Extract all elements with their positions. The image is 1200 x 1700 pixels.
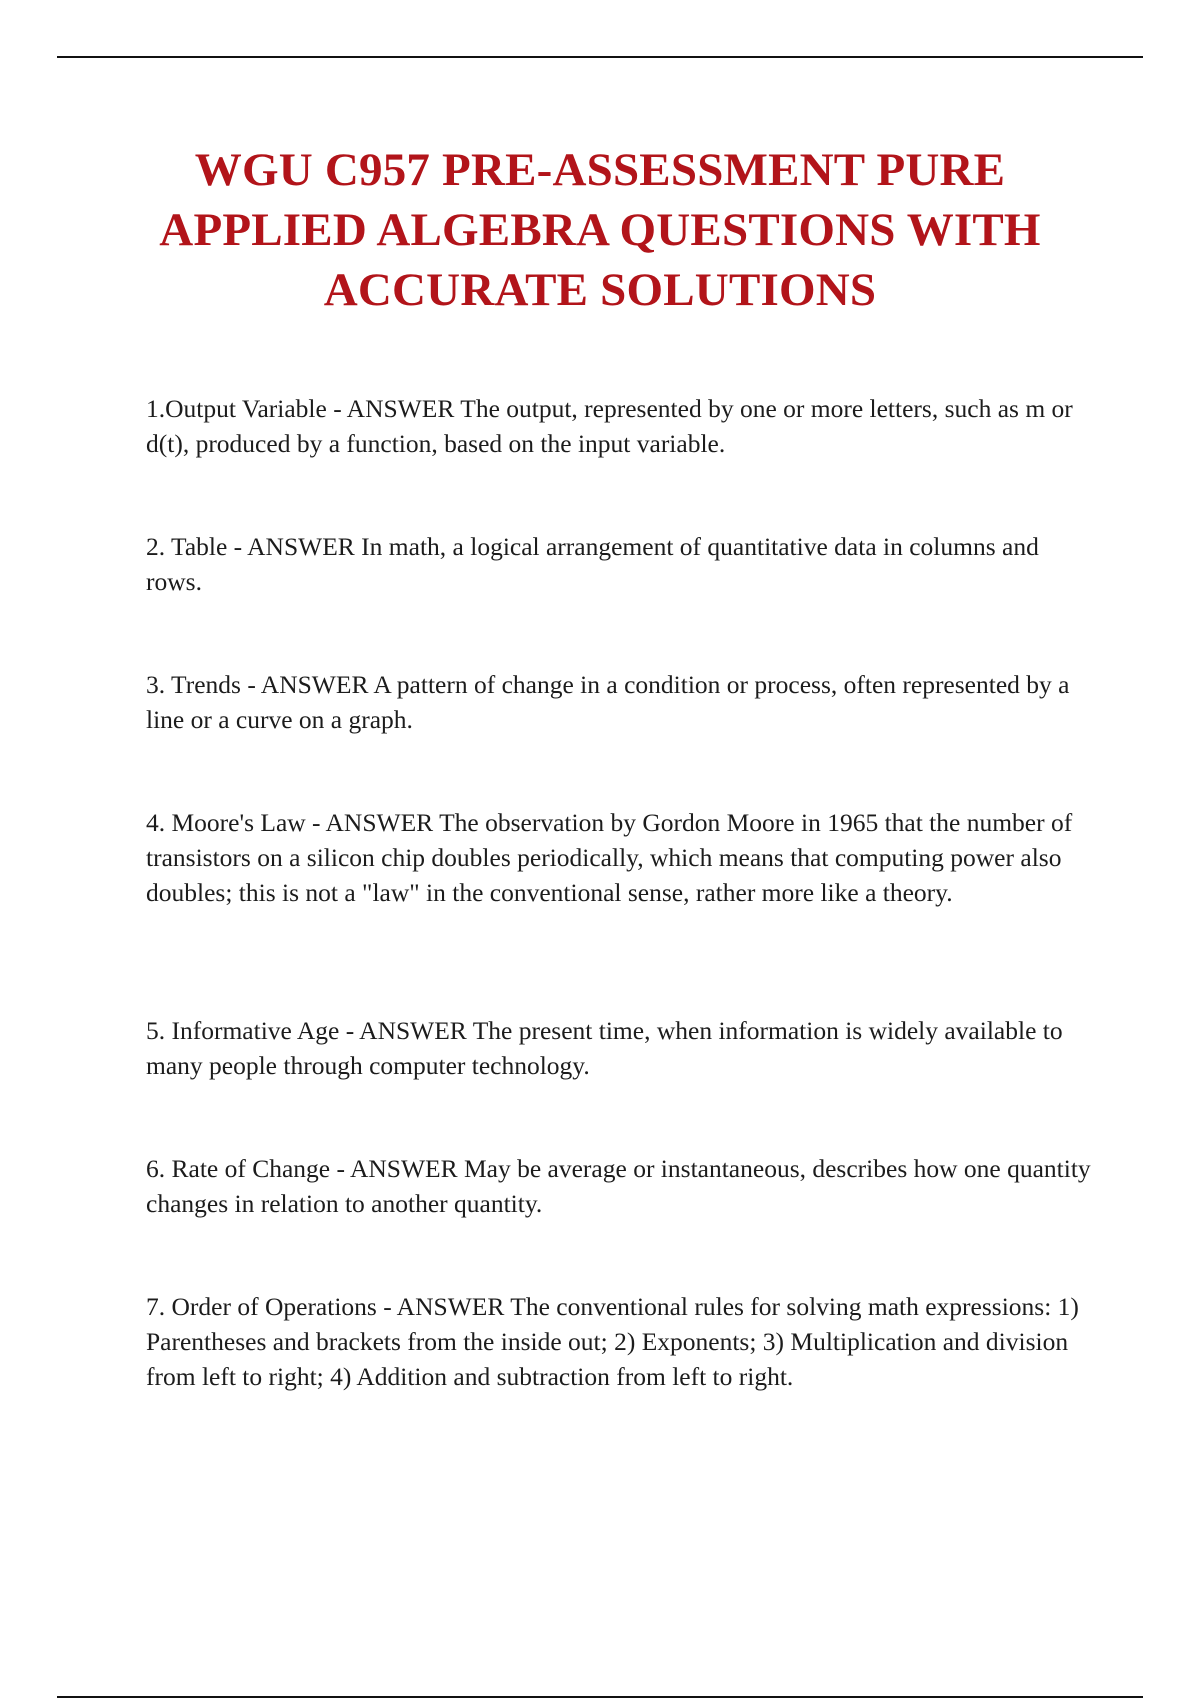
qa-item-5: 5. Informative Age - ANSWER The present time, when information is widely available to many people through computer technology. <box>146 1016 1063 1080</box>
qa-item-2: 2. Table - ANSWER In math, a logical arrangement of quantitative data in columns and rows. <box>146 532 1039 596</box>
bottom-divider <box>57 1696 1143 1698</box>
qa-item-4: 4. Moore's Law - ANSWER The observation by Gordon Moore in 1965 that the number of transistors on a silicon chip doubles periodically, which means that computing power also doubles; this is not a "law" in the conventional sense, rather more like a theory. <box>146 808 1073 907</box>
qa-item-3: 3. Trends - ANSWER A pattern of change in a condition or process, often represented by a line or a curve on a graph. <box>146 670 1070 734</box>
qa-item-7: 7. Order of Operations - ANSWER The conventional rules for solving math expressions: 1) Parentheses and brackets from the inside out; 2) Exponents; 3) Multiplication and division from left to right; 4) Addition and subtraction from left to right. <box>146 1292 1079 1391</box>
top-divider <box>57 56 1143 58</box>
qa-item-6: 6. Rate of Change - ANSWER May be average or instantaneous, describes how one quantity changes in relation to another quantity. <box>146 1154 1091 1218</box>
document-title: WGU C957 PRE-ASSESSMENT PURE APPLIED ALGEBRA QUESTIONS WITH ACCURATE SOLUTIONS <box>159 144 1041 316</box>
qa-item-1: 1.Output Variable - ANSWER The output, represented by one or more letters, such as m or d(t), produced by a function, based on the input variable. <box>146 394 1073 458</box>
